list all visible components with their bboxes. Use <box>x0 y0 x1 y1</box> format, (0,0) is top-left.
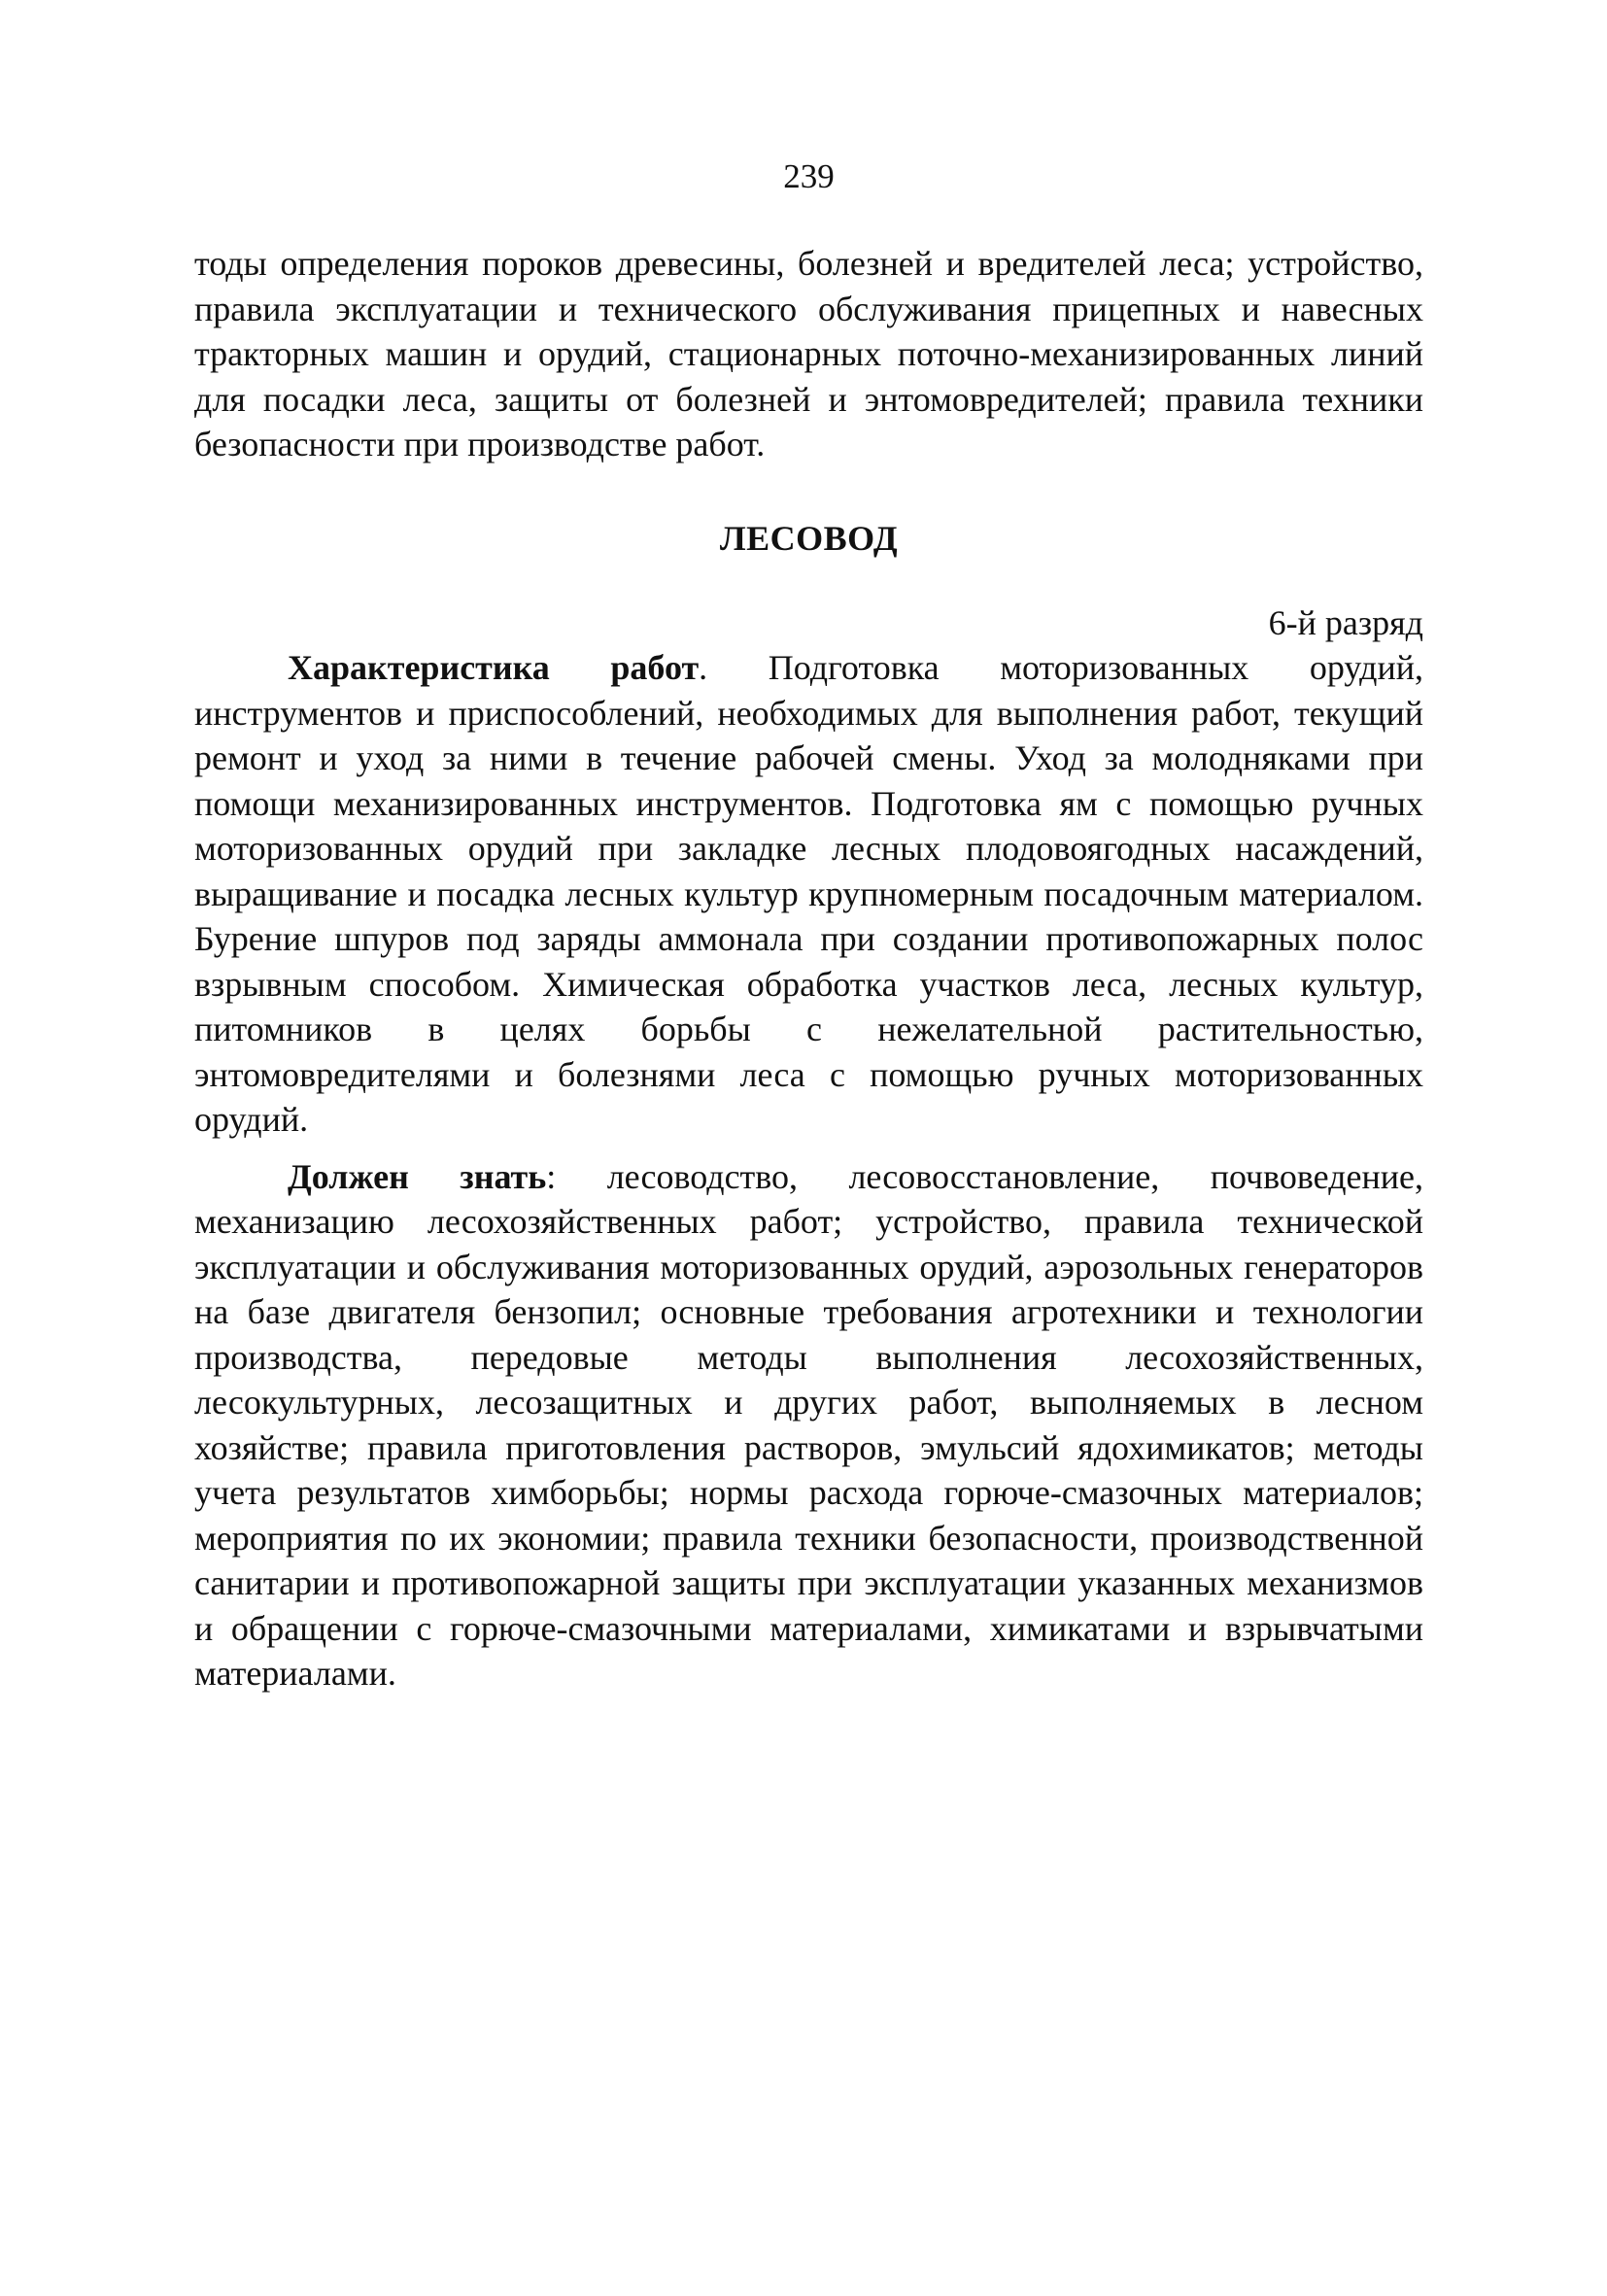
characteristics-paragraph <box>194 645 1423 1143</box>
must-know-paragraph <box>194 1154 1423 1696</box>
page-number: 239 <box>783 157 835 195</box>
document-page <box>194 155 1423 1696</box>
intro-paragraph: тоды определения пороков древесины, болезней и вредителей леса; устройство, правила эксплуатации и технического обслуживания прицепных и навесных тракторных машин и орудий, стационарных поточно-механизированных линий для посадки леса, защиты от болезней и энтомовредителей; правила техники безопасности при производстве работ. <box>194 244 1423 463</box>
must-know-separator: : <box>546 1156 607 1196</box>
characteristics-separator: . <box>699 648 769 687</box>
characteristics-label: Характеристика работ <box>288 648 700 687</box>
characteristics-text: Подготовка моторизованных орудий, инструментов и приспособлений, необходимых для выполнения работ, текущий ремонт и уход за ними в течение рабочей смены. Уход за молодняками при помощи механизированных инструментов. Подготовка ям с помощью ручных моторизованных орудий при закладке лесных плодовоягодных насаждений, выращивание и посадка лесных культур крупномерным посадочным материалом. Бурение шпуров под заряды аммонала при создании противопожарных полос взрывным способом. Химическая обработка участков леса, лесных культур, питомников в целях борьбы с нежелательной растительностью, энтомовредителями и болезнями леса с помощью ручных моторизованных орудий. <box>194 648 1423 1139</box>
must-know-label: Должен знать <box>288 1156 547 1196</box>
section-title: ЛЕСОВОД <box>719 518 899 558</box>
grade-label: 6-й разряд <box>1268 602 1423 642</box>
must-know-text: лесоводство, лесовосстановление, почвоведение, механизацию лесохозяйственных работ; устройство, правила технической эксплуатации и обслуживания моторизованных орудий, аэрозольных генераторов на базе двигателя бензопил; основные требования агротехники и технологии производства, передовые методы выполнения лесохозяйственных, лесокультурных, лесозащитных и других работ, выполняемых в лесном хозяйстве; правила приготовления растворов, эмульсий ядохимикатов; методы учета результатов химборьбы; нормы расхода горюче-смазочных материалов; мероприятия по их экономии; правила техники безопасности, производственной санитарии и противопожарной защиты при эксплуатации указанных механизмов и обращении с горюче-смазочными материалами, химикатами и взрывчатыми материалами. <box>194 1156 1423 1693</box>
